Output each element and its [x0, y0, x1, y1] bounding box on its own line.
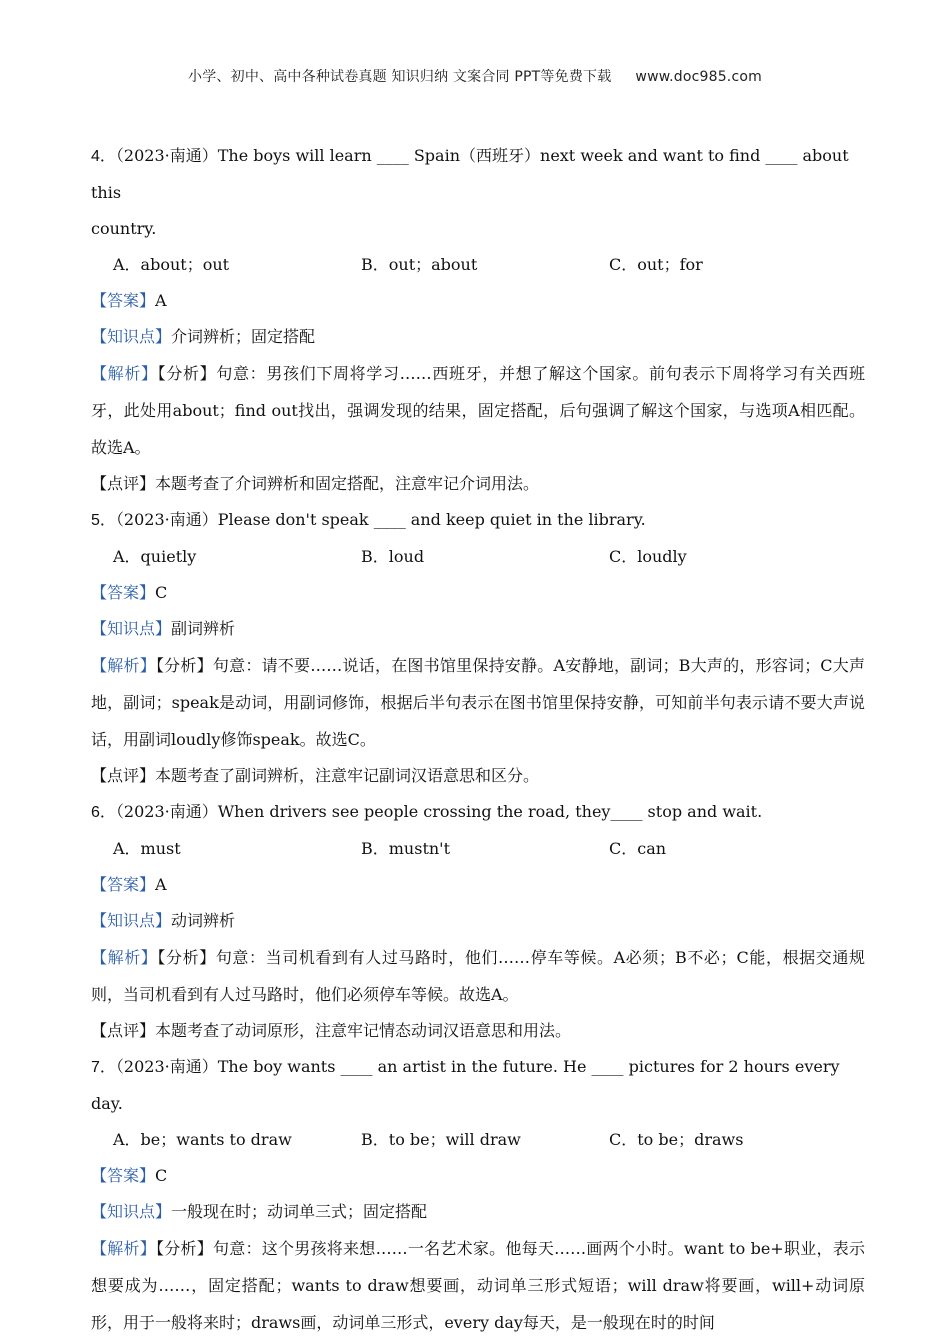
option-a: A．be；wants to draw: [113, 1130, 292, 1149]
options: [91, 247, 865, 283]
kp-tag: 【知识点】: [91, 1202, 172, 1221]
analysis-tag: 【解析】: [91, 656, 156, 675]
options: [91, 831, 865, 867]
answer: [91, 575, 865, 611]
kp-value: 副词辨析: [171, 619, 236, 638]
kp-tag: 【知识点】: [91, 619, 172, 638]
comment-text: 本题考查了副词辨析，注意牢记副词汉语意思和区分。: [155, 766, 540, 785]
answer: [91, 1158, 865, 1194]
analysis-sub-tag: 【分析】: [155, 656, 213, 675]
option-a: A．must: [113, 839, 181, 858]
answer-tag: 【答案】: [91, 291, 156, 310]
option-c: C．loudly: [609, 547, 687, 566]
question-stem: [91, 794, 865, 831]
knowledge-point: [91, 1194, 865, 1230]
question-number: 6．: [91, 804, 116, 821]
comment: [91, 466, 865, 502]
option-a: A．about；out: [113, 255, 230, 274]
question-source: （2023·南通）: [115, 146, 218, 165]
options: [91, 539, 865, 575]
analysis-tag: 【解析】: [91, 1239, 157, 1258]
answer-tag: 【答案】: [91, 583, 156, 602]
kp-value: 动词辨析: [171, 911, 236, 930]
analysis-text: 句意：当司机看到有人过马路时，他们……停车等候。A必须；B不必；C能，根据交通规则，当司机看到有人过马路时，他们必须停车等候。故选A。: [91, 948, 865, 1004]
answer-value: C: [155, 583, 168, 602]
comment: [91, 1013, 865, 1049]
comment-text: 本题考查了介词辨析和固定搭配，注意牢记介词用法。: [155, 474, 540, 493]
analysis-sub-tag: 【分析】: [157, 364, 217, 383]
answer-value: A: [155, 291, 167, 310]
analysis: [91, 355, 865, 466]
analysis-sub-tag: 【分析】: [157, 948, 216, 967]
analysis-tag: 【解析】: [91, 948, 158, 967]
question-number: 7．: [91, 1059, 116, 1076]
comment-text: 本题考查了动词原形，注意牢记情态动词汉语意思和用法。: [155, 1021, 572, 1040]
option-b: B．out；about: [361, 255, 478, 274]
kp-tag: 【知识点】: [91, 911, 172, 930]
option-b: B．loud: [361, 547, 425, 566]
question-text: When drivers see people crossing the road, they____ stop and wait.: [217, 802, 763, 821]
analysis-text: 句意：男孩们下周将学习……西班牙，并想了解这个国家。前句表示下周将学习有关西班牙，此处用about；find out找出，强调发现的结果，固定搭配，后句强调了解这个国家，与选项A相匹配。故选A。: [91, 364, 865, 457]
answer: [91, 867, 865, 903]
option-c: C．to be；draws: [609, 1130, 744, 1149]
document-body: [91, 138, 865, 1341]
question-number: 4．: [91, 148, 116, 165]
analysis-tag: 【解析】: [91, 364, 158, 383]
question-stem-cont: country.: [91, 219, 157, 238]
question-number: 5．: [91, 512, 116, 529]
analysis: [91, 647, 865, 758]
comment-tag: 【点评】: [91, 474, 156, 493]
analysis: [91, 1230, 865, 1341]
comment: [91, 758, 865, 794]
comment-tag: 【点评】: [91, 1021, 156, 1040]
question-stem: [91, 502, 865, 539]
question-text: The boy wants ____ an artist in the future. He ____ pictures for 2 hours every day.: [91, 1057, 840, 1113]
answer-value: C: [155, 1166, 168, 1185]
option-c: C．can: [609, 839, 667, 858]
analysis-text: 句意：这个男孩将来想……一名艺术家。他每天……画两个小时。want to be+职业，表示想要成为……，固定搭配；wants to draw想要画，动词单三形式短语；will draw将要画，will+动词原形，用于一般将来时；draws画，动词单三形式，every day每天，是一般现在时的时间: [91, 1239, 865, 1332]
answer: [91, 283, 865, 319]
option-b: B．to be；will draw: [361, 1130, 521, 1149]
knowledge-point: [91, 611, 865, 647]
kp-value: 介词辨析；固定搭配: [171, 327, 316, 346]
question-source: （2023·南通）: [115, 510, 218, 529]
kp-value: 一般现在时；动词单三式；固定搭配: [171, 1202, 428, 1221]
question-text: Please don't speak ____ and keep quiet in the library.: [217, 510, 646, 529]
question-source: （2023·南通）: [115, 1057, 218, 1076]
question-text: The boys will learn ____ Spain（西班牙）next week and want to find ____ about this: [91, 146, 849, 202]
question-stem: [91, 138, 865, 211]
knowledge-point: [91, 319, 865, 355]
analysis-text: 句意：请不要……说话，在图书馆里保持安静。A安静地，副词；B大声的，形容词；C大声地，副词；speak是动词，用副词修饰，根据后半句表示在图书馆里保持安静，可知前半句表示请不要大声说话，用副词loudly修饰speak。故选C。: [91, 656, 865, 749]
option-c: C．out；for: [609, 255, 703, 274]
option-a: A．quietly: [113, 547, 197, 566]
option-b: B．mustn't: [361, 839, 451, 858]
answer-tag: 【答案】: [91, 875, 156, 894]
page-header: [0, 66, 950, 86]
question-stem: [91, 1049, 865, 1122]
analysis-sub-tag: 【分析】: [156, 1239, 214, 1258]
question-source: （2023·南通）: [115, 802, 218, 821]
question-6: [91, 794, 865, 1049]
header-text: 小学、初中、高中各种试卷真题 知识归纳 文案合同 PPT等免费下载: [188, 69, 612, 85]
header-site: www.doc985.com: [635, 69, 762, 85]
answer-tag: 【答案】: [91, 1166, 156, 1185]
question-5: [91, 502, 865, 794]
comment-tag: 【点评】: [91, 766, 156, 785]
answer-value: A: [155, 875, 167, 894]
question-4: [91, 138, 865, 502]
knowledge-point: [91, 903, 865, 939]
kp-tag: 【知识点】: [91, 327, 172, 346]
question-7: [91, 1049, 865, 1341]
analysis: [91, 939, 865, 1013]
options: [91, 1122, 865, 1158]
